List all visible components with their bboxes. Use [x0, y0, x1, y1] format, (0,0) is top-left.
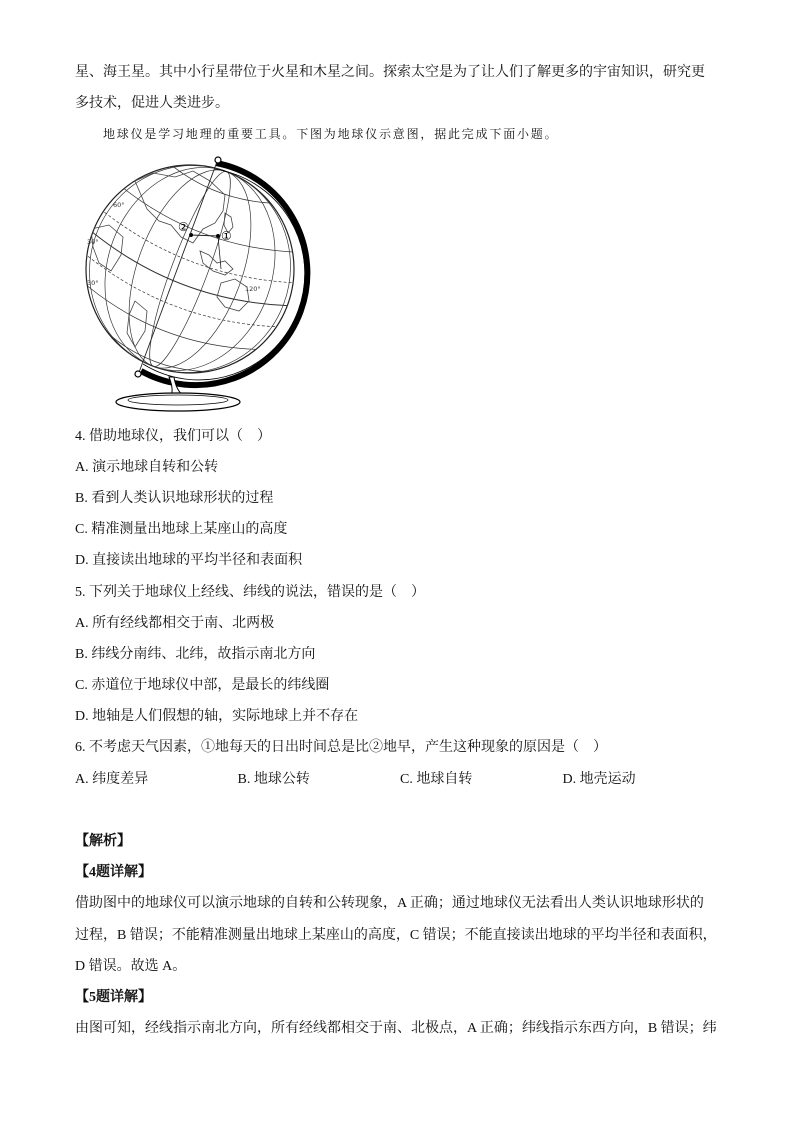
question-5-option-a: A. 所有经线都相交于南、北两极 — [75, 615, 275, 631]
question-5-text: 5. 下列关于地球仪上经线、纬线的说法，错误的是（ ） — [75, 584, 425, 600]
north-pin — [215, 157, 221, 163]
point-2-label: ② — [178, 219, 189, 234]
question-5-option-c: C. 赤道位于地球仪中部，是最长的纬线圈 — [75, 678, 330, 694]
point-1-marker — [216, 234, 220, 238]
detail-5-line-1: 由图可知，经线指示南北方向，所有经线都相交于南、北极点，A 正确；纬线指示东西方向，B 错误；纬 — [75, 1021, 717, 1037]
question-4-option-c: C. 精准测量出地球上某座山的高度 — [75, 522, 288, 538]
south-pin — [135, 371, 141, 377]
degree-label: 120° — [245, 284, 261, 293]
detail-4-label: 【4题详解】 — [75, 865, 152, 881]
question-5-option-b: B. 纬线分南纬、北纬，故指示南北方向 — [75, 646, 316, 662]
question-6-option-d: D. 地壳运动 — [562, 771, 636, 787]
answer-line — [75, 795, 735, 826]
question-6-option-a: A. 纬度差异 — [75, 771, 149, 787]
intro-line-2: 多技术，促进人类进步。 — [75, 96, 229, 112]
detail-4-line-2: 过程，B 错误；不能精准测量出地球上某座山的高度，C 错误；不能直接读出地球的平均半径和表面积， — [75, 927, 717, 943]
question-6-text: 6. 不考虑天气因素，①地每天的日出时间总是比②地早，产生这种现象的原因是（ ） — [75, 740, 607, 756]
degree-label: 30° — [87, 278, 99, 287]
detail-4-line-1: 借助图中的地球仪可以演示地球的自转和公转现象，A 正确；通过地球仪无法看出人类认识地球形状的 — [75, 896, 704, 912]
document-page — [75, 57, 735, 1044]
detail-4-line-3: D 错误。故选 A。 — [75, 958, 187, 974]
question-6-option-c: C. 地球自转 — [400, 771, 473, 787]
intro-line-1: 星、海王星。其中小行星带位于火星和木星之间。探索太空是为了让人们了解更多的宇宙知识，研究更 — [75, 65, 705, 80]
question-4-option-d: D. 直接读出地球的平均半径和表面积 — [75, 553, 303, 569]
analysis-label: 【解析】 — [75, 834, 131, 849]
degree-label: 60° — [113, 200, 125, 209]
degree-label: 30° — [87, 237, 99, 246]
question-6-options — [75, 764, 735, 795]
stand-base — [116, 393, 240, 411]
question-4-text: 4. 借助地球仪，我们可以（ ） — [75, 428, 271, 444]
point-1-label: ① — [221, 228, 232, 243]
detail-5-label: 【5题详解】 — [75, 989, 152, 1005]
question-4-option-a: A. 演示地球自转和公转 — [75, 459, 219, 475]
question-stem: 地球仪是学习地理的重要工具。下图为地球仪示意图，据此完成下面小题。 — [103, 127, 559, 142]
globe-figure — [75, 151, 735, 421]
globe-illustration — [75, 151, 335, 421]
question-5-option-d: D. 地轴是人们假想的轴，实际地球上并不存在 — [75, 709, 359, 725]
question-4-option-b: B. 看到人类认识地球形状的过程 — [75, 490, 274, 506]
question-6-option-b: B. 地球公转 — [237, 771, 310, 787]
